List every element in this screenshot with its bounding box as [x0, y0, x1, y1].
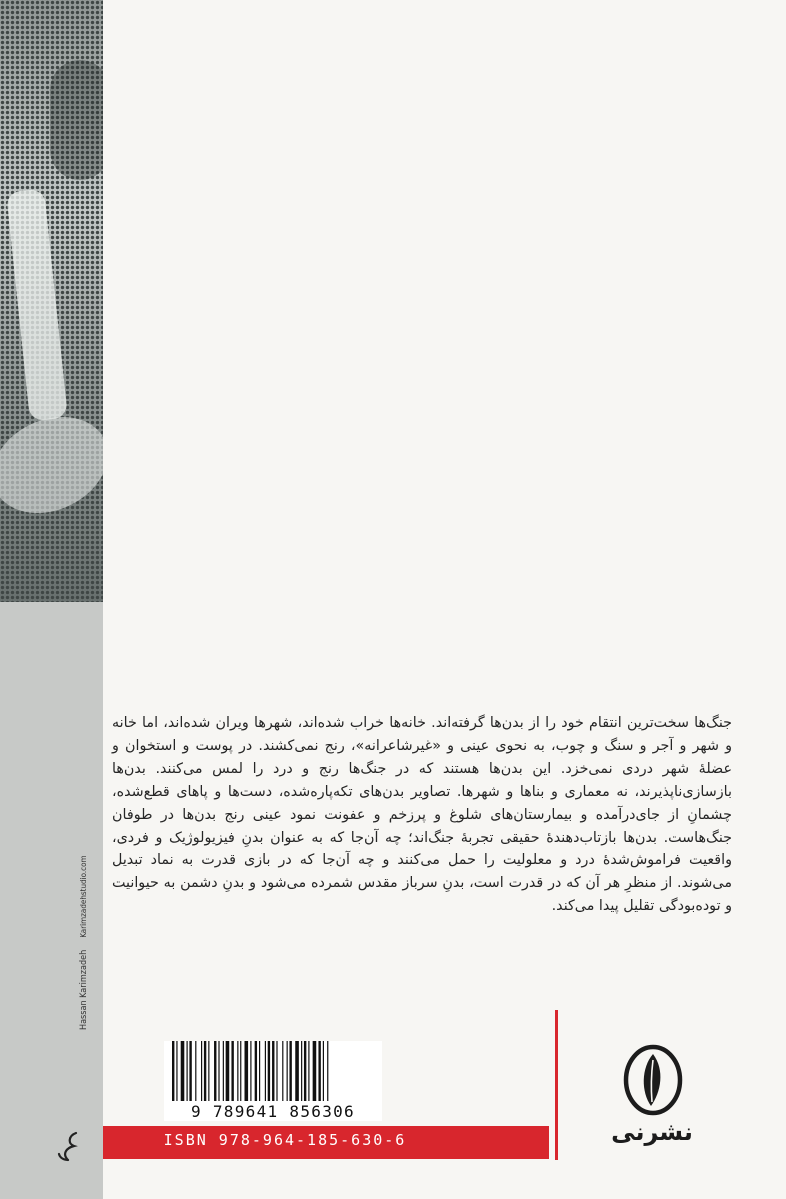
signature-icon — [54, 1130, 84, 1164]
designer-site: Karimzadehstudio.com — [79, 855, 88, 938]
barcode — [164, 1041, 382, 1121]
publisher-name: نشرنی — [611, 1118, 693, 1146]
designer-name: Hassan Karimzadeh — [79, 949, 89, 1030]
halftone-photo — [0, 0, 103, 602]
barcode-digits: 9 789641 856306 — [191, 1102, 355, 1121]
blurb-paragraph: جنگ‌ها سخت‌ترین انتقام خود را از بدن‌ها گرفته‌اند. خانه‌ها خراب شده‌اند، شهرها ویران شده‌اند، اما خانه و شهر و آجر و سنگ و چوب، به نحوی عینی و «غیرشاعرانه»، رنج نمی‌کشند. در پوست و استخوان و عضلهٔ شهر دردی نمی‌خزد. این بدن‌ها هستند که در جنگ‌ها رنج و درد را لمس می‌کنند. بدن‌ها بازسازی‌ناپذیرند، نه معماری و بناها و شهرها. تصاویر بدن‌های تکه‌پاره‌شده، دست‌ها و پاهای قطع‌شده، چشمانِ از جای‌درآمده و بیمارستان‌های شلوغ و پرزخم و عفونت نمود عینی رنج بدن‌ها در طوفان جنگ‌هاست. بدن‌ها بازتاب‌دهندهٔ حقیقی تجربهٔ جنگ‌اند؛ چه آن‌جا که به عنوان بدنِ فیزیولوژیک و فردی، واقعیت فراموش‌شدهٔ درد و معلولیت را حمل می‌کنند و چه آن‌جا که در بازی قدرت به نماد تبدیل می‌شوند. از منظرِ هر آن که در قدرت است، بدنِ سرباز مقدس شمرده می‌شود و بدنِ دشمن به حیوانیت و توده‌بودگی تقلیل پیدا می‌کند. — [112, 715, 732, 915]
isbn-text: ISBN 978-964-185-630-6 — [163, 1131, 407, 1149]
reed-leaf-in-circle-icon — [621, 1040, 685, 1118]
barcode-bars — [172, 1041, 374, 1101]
red-divider — [555, 1010, 558, 1160]
designer-credit — [79, 855, 89, 1030]
